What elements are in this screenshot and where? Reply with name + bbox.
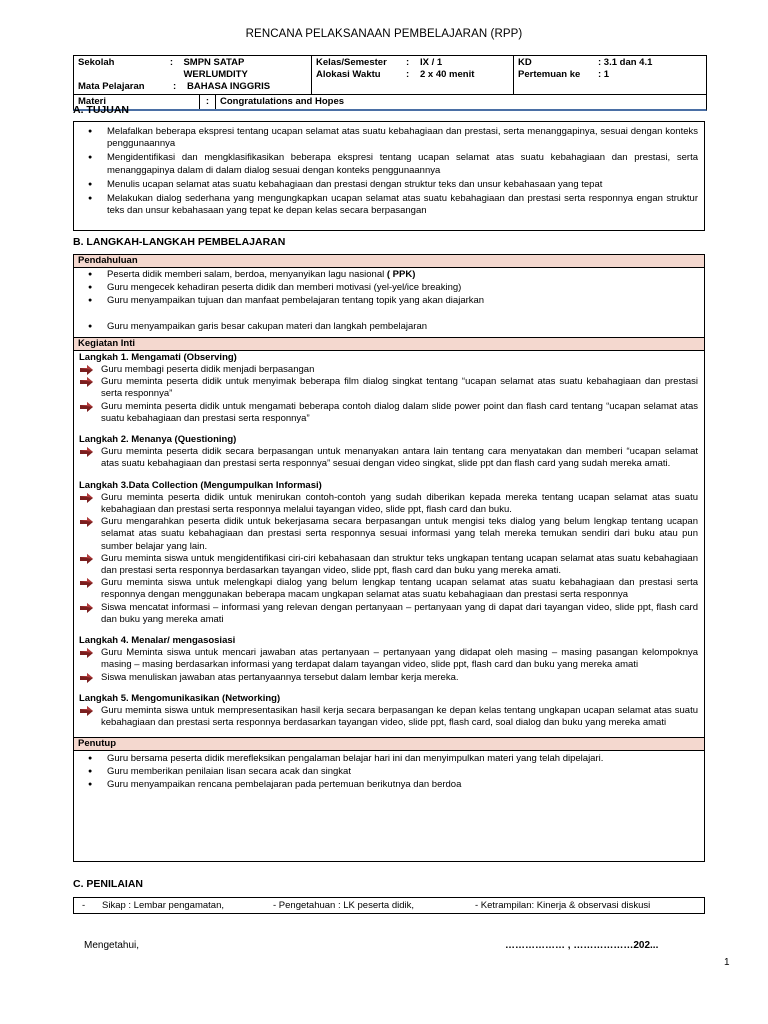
class-info-cell: Kelas/Semester : IX / 1 Alokasi Waktu : 2 x 40 menit [312,56,514,94]
skill-assessment: - Ketrampilan: Kinerja & observasi diskusi [475,900,651,911]
ppk-label: ( PPK) [386,269,416,280]
section-a-title: A. TUJUAN [73,104,130,116]
assessment-box [73,897,705,914]
arrow-bullet-icon [80,673,93,683]
date-line: ……………… , ………………202... [505,940,659,951]
arrow-bullet-icon [80,603,93,613]
step-item: Guru meminta peserta didik secara berpasangan untuk menanyakan antara lain tentang cara menyatakan dan memberi “ucapan selamat atas suatu kebahagiaan dan prestasi serta responnya” sesuai dengan video singkat, slide ppt dan flash card yang sudah mereka amati. [79,446,698,470]
step-item: Guru meminta peserta didik untuk menyimak beberapa film dialog singkat tentang “ucapan selamat atas suatu kebahagiaan dan prestasi serta responnya” [79,376,698,400]
arrow-bullet-icon [80,377,93,387]
material-value: Congratulations and Hopes [220,96,345,107]
arrow-bullet-icon [80,517,93,527]
knowledge-assessment: - Pengetahuan : LK peserta didik, [273,900,415,911]
core-activity-header: Kegiatan Inti [74,337,704,351]
step-title: Langkah 3.Data Collection (Mengumpulkan Informasi) [79,479,322,491]
header-row-1 [74,56,706,95]
page-number: 1 [724,957,730,968]
closing-item: ● Guru menyampaikan rencana pembelajaran pada pertemuan berikutnya dan berdoa [84,779,698,791]
kd-info-cell [514,56,704,94]
kd-label: KD [518,57,532,68]
step-item: Guru membagi peserta didik menjadi berpasangan [79,364,698,376]
arrow-bullet-icon [80,706,93,716]
kd-value: : 3.1 dan 4.1 [598,57,653,68]
steps-box [73,254,705,862]
school-value: SMPN SATAP WERLUMDITY [183,57,248,80]
intro-item: ● Guru menyampaikan tujuan dan manfaat pembelajaran tentang topik yang akan diajarkan [84,295,698,307]
header-table [73,55,707,111]
intro-header: Pendahuluan [74,255,704,268]
subject-label: Mata Pelajaran [78,81,145,92]
intro-item: ● Guru menyampaikan garis besar cakupan materi dan langkah pembelajaran [84,321,698,333]
arrow-bullet-icon [80,554,93,564]
step-item: Siswa menuliskan jawaban atas pertanyaannya tersebut dalam lembar kerja mereka. [79,672,698,684]
attitude-assessment: Sikap : Lembar pengamatan, [102,900,224,911]
meeting-value: : 1 [598,69,610,80]
intro-item: ● Guru mengecek kehadiran peserta didik dan memberi motivasi (yel-yel/ice breaking) [84,282,698,294]
step-item: Siswa mencatat informasi – informasi yang relevan dengan pertanyaan – pertanyaan yang di dapat dari tayangan video, slide ppt, flash card dan buku yang mereka amati [79,602,698,626]
subject-value: BAHASA INGGRIS [187,81,271,92]
arrow-bullet-icon [80,365,93,375]
section-b-title: B. LANGKAH-LANGKAH PEMBELAJARAN [73,236,286,248]
step-title: Langkah 5. Mengomunikasikan (Networking) [79,692,281,704]
class-value: IX / 1 [420,57,443,68]
objective-item: ● Mengidentifikasi dan mengklasifikasikan beberapa ekspresi tentang ucapan selamat atas suatu kebahagiaan dan prestasi, serta menanggapinya dalam di dalam dialog sesuai dengan konteks penggunaannya [84,152,698,176]
time-label: Alokasi Waktu [316,69,381,80]
school-label: Sekolah [78,57,115,68]
step-item: Guru mengarahkan peserta didik untuk bekerjasama secara berpasangan untuk mengisi teks dialog yang belum lengkap tentang ucapan selamat atas suatu kebahagiaan dan prestasi serta responnya sesuai informasi yang telah mereka temukan sendiri dari buku atau pun sumber belajar yang lain. [79,516,698,553]
step-item: Guru Meminta siswa untuk mencari jawaban atas pertanyaan – pertanyaan yang didapat oleh masing – masing pasangan kelompoknya masing – masing berdasarkan informasi yang terdapat dalam tayangan video, slide ppt, flash card dan buku yang mereka amati [79,647,698,671]
objective-item: ● Melakukan dialog sederhana yang mengungkapkan ucapan selamat atas suatu kebahagiaan dan prestasi serta responnya engan struktur teks dan unsur kebahasaan yang tepat ke depan kelas secara berpasangan [84,193,698,217]
objective-item: ● Melafalkan beberapa ekspresi tentang ucapan selamat atas suatu kebahagiaan dan prestasi, serta menanggapinya, sesuai dengan konteks penggunaannya [84,126,698,150]
objectives-box [73,121,705,231]
arrow-bullet-icon [80,447,93,457]
arrow-bullet-icon [80,578,93,588]
closing-header: Penutup [74,737,704,751]
step-title: Langkah 4. Menalar/ mengasosiasi [79,635,236,647]
closing-item: ● Guru memberikan penilaian lisan secara acak dan singkat [84,766,698,778]
meeting-label: Pertemuan ke [518,69,581,80]
material-label: Materi [74,95,200,109]
step-title: Langkah 2. Menanya (Questioning) [79,434,237,446]
closing-item: ● Guru bersama peserta didik merefleksikan pengalaman belajar hari ini dan menyimpulkan materi yang telah dipelajari. [84,753,698,765]
document-title: RENCANA PELAKSANAAN PEMBELAJARAN (RPP) [245,28,523,40]
school-info-cell: Sekolah : SMPN SATAP WERLUMDITY Mata Pelajaran : BAHASA INGGRIS [74,56,312,94]
step-item: Guru meminta peserta didik untuk mengamati beberapa contoh dialog dalam slide power point dan flash card tentang “ucapan selamat atas suatu kebahagiaan dan prestasi serta responnya” [79,401,698,425]
class-label: Kelas/Semester [316,57,387,68]
section-c-title: C. PENILAIAN [73,878,144,890]
arrow-bullet-icon [80,648,93,658]
step-title: Langkah 1. Mengamati (Observing) [79,351,237,363]
header-row-2: Materi : Congratulations and Hopes [74,95,706,109]
step-item: Guru meminta peserta didik untuk menirukan contoh-contoh yang sudah diberikan kepada mereka tentang ucapan selamat atas suatu kebahagiaan dan prestasi serta responnya melalui tayangan video, slide ppt, flash card dan buku. [79,492,698,516]
arrow-bullet-icon [80,493,93,503]
step-item: Guru meminta siswa untuk mempresentasikan hasil kerja secara berpasangan ke depan kelas tentang ungkapan ucapan selamat atas suatu kebahagiaan dan prestasi serta responnya berdasarkan tayangan video, slide ppt, flash card, soal dialog dan buku yang mereka amati [79,705,698,729]
intro-item: ● Peserta didik memberi salam, berdoa, menyanyikan lagu nasional ( PPK) [84,269,698,281]
objective-item: ● Menulis ucapan selamat atas suatu kebahagiaan dan prestasi dengan struktur teks dan unsur kebahasaan yang tepat [84,179,698,191]
acknowledged-label: Mengetahui, [84,940,140,951]
core-steps [74,352,704,730]
arrow-bullet-icon [80,402,93,412]
step-item: Guru meminta siswa untuk mengidentifikasi ciri-ciri kebahasaan dan struktur teks ungkapan tentang ucapan selamat atas suatu kebahagiaan dan prestasi serta responnya berdasarkan tayangan video, slide ppt, flash card dan buku yang mereka amati. [79,553,698,577]
time-value: 2 x 40 menit [420,69,475,80]
step-item: Guru meminta siswa untuk melengkapi dialog yang belum lengkap tentang ucapan selamat atas suatu kebahagiaan dan prestasi serta responnya dengan menggunakan beberapa macam ungkapan selamat atas suatu kebahagiaan dan prestasi serta responnya [79,577,698,601]
assessment-dash: - [82,900,86,911]
